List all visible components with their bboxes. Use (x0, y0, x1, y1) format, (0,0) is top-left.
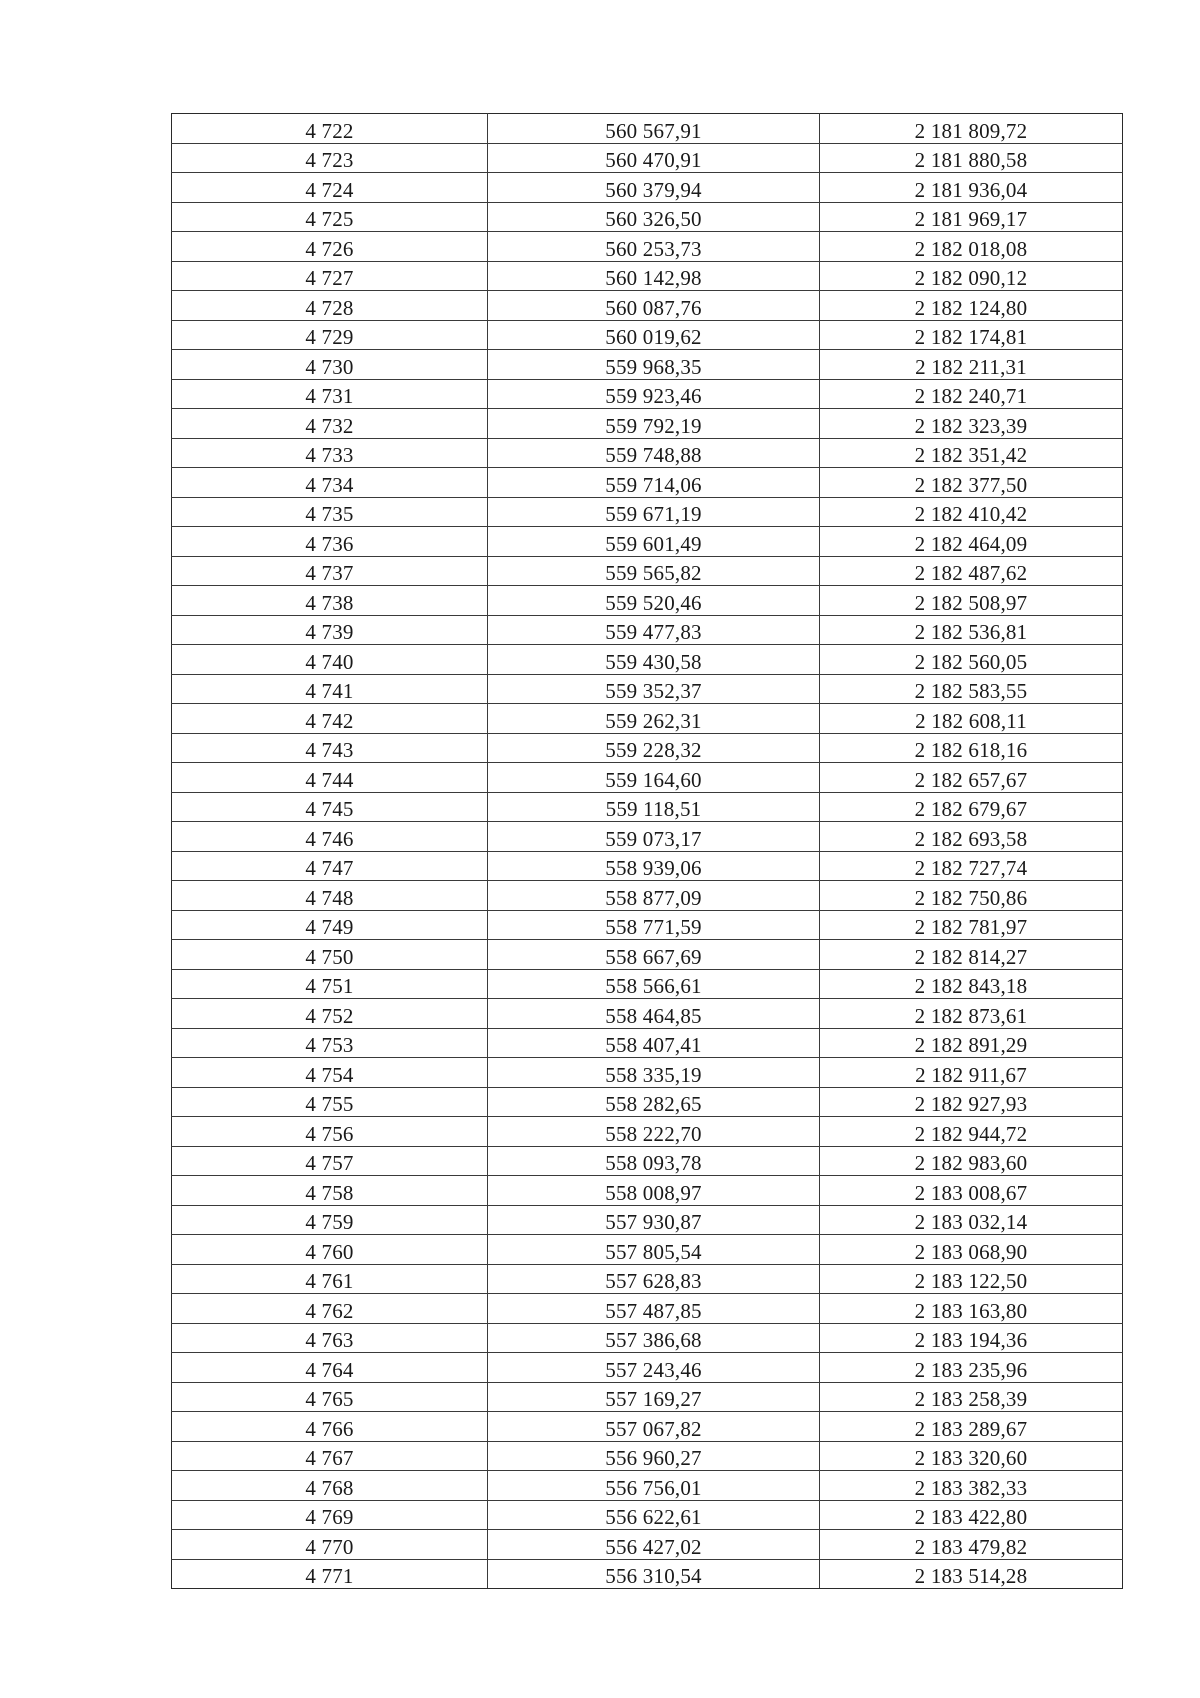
x-coordinate-cell: 560 142,98 (488, 261, 820, 291)
point-number-cell: 4 758 (172, 1176, 488, 1206)
x-coordinate-cell: 560 019,62 (488, 320, 820, 350)
y-coordinate-cell: 2 182 323,39 (820, 409, 1123, 439)
x-coordinate-cell: 560 470,91 (488, 143, 820, 173)
x-coordinate-cell: 559 565,82 (488, 556, 820, 586)
point-number-cell: 4 745 (172, 792, 488, 822)
x-coordinate-cell: 558 566,61 (488, 969, 820, 999)
y-coordinate-cell: 2 183 258,39 (820, 1382, 1123, 1412)
x-coordinate-cell: 559 968,35 (488, 350, 820, 380)
x-coordinate-cell: 557 169,27 (488, 1382, 820, 1412)
table-row (172, 1500, 1123, 1530)
y-coordinate-cell: 2 181 809,72 (820, 114, 1123, 144)
y-coordinate-cell: 2 181 969,17 (820, 202, 1123, 232)
table-row (172, 232, 1123, 262)
y-coordinate-cell: 2 183 163,80 (820, 1294, 1123, 1324)
y-coordinate-cell: 2 182 679,67 (820, 792, 1123, 822)
x-coordinate-cell: 556 622,61 (488, 1500, 820, 1530)
table-row (172, 733, 1123, 763)
table-row (172, 851, 1123, 881)
table-row (172, 999, 1123, 1029)
point-number-cell: 4 725 (172, 202, 488, 232)
table-row (172, 1205, 1123, 1235)
point-number-cell: 4 741 (172, 674, 488, 704)
table-row (172, 1028, 1123, 1058)
point-number-cell: 4 761 (172, 1264, 488, 1294)
x-coordinate-cell: 559 792,19 (488, 409, 820, 439)
table-row (172, 881, 1123, 911)
table-row (172, 468, 1123, 498)
table-row (172, 1353, 1123, 1383)
point-number-cell: 4 765 (172, 1382, 488, 1412)
point-number-cell: 4 770 (172, 1530, 488, 1560)
x-coordinate-cell: 556 756,01 (488, 1471, 820, 1501)
table-row (172, 1176, 1123, 1206)
table-row (172, 1441, 1123, 1471)
y-coordinate-cell: 2 182 727,74 (820, 851, 1123, 881)
y-coordinate-cell: 2 182 536,81 (820, 615, 1123, 645)
table-row (172, 1412, 1123, 1442)
coordinates-table (171, 113, 1123, 1589)
table-row (172, 1146, 1123, 1176)
x-coordinate-cell: 559 520,46 (488, 586, 820, 616)
point-number-cell: 4 732 (172, 409, 488, 439)
point-number-cell: 4 767 (172, 1441, 488, 1471)
y-coordinate-cell: 2 182 090,12 (820, 261, 1123, 291)
point-number-cell: 4 757 (172, 1146, 488, 1176)
table-row (172, 261, 1123, 291)
y-coordinate-cell: 2 182 814,27 (820, 940, 1123, 970)
x-coordinate-cell: 556 960,27 (488, 1441, 820, 1471)
point-number-cell: 4 737 (172, 556, 488, 586)
point-number-cell: 4 726 (172, 232, 488, 262)
table-row (172, 320, 1123, 350)
table-row (172, 1058, 1123, 1088)
y-coordinate-cell: 2 181 880,58 (820, 143, 1123, 173)
x-coordinate-cell: 558 407,41 (488, 1028, 820, 1058)
x-coordinate-cell: 559 748,88 (488, 438, 820, 468)
table-row (172, 202, 1123, 232)
x-coordinate-cell: 559 477,83 (488, 615, 820, 645)
y-coordinate-cell: 2 182 618,16 (820, 733, 1123, 763)
y-coordinate-cell: 2 183 382,33 (820, 1471, 1123, 1501)
table-row (172, 792, 1123, 822)
y-coordinate-cell: 2 182 944,72 (820, 1117, 1123, 1147)
point-number-cell: 4 747 (172, 851, 488, 881)
y-coordinate-cell: 2 182 891,29 (820, 1028, 1123, 1058)
y-coordinate-cell: 2 182 240,71 (820, 379, 1123, 409)
y-coordinate-cell: 2 183 289,67 (820, 1412, 1123, 1442)
x-coordinate-cell: 558 877,09 (488, 881, 820, 911)
table-row (172, 586, 1123, 616)
x-coordinate-cell: 559 118,51 (488, 792, 820, 822)
x-coordinate-cell: 558 667,69 (488, 940, 820, 970)
table-row (172, 1530, 1123, 1560)
point-number-cell: 4 762 (172, 1294, 488, 1324)
x-coordinate-cell: 559 073,17 (488, 822, 820, 852)
x-coordinate-cell: 560 379,94 (488, 173, 820, 203)
point-number-cell: 4 760 (172, 1235, 488, 1265)
point-number-cell: 4 766 (172, 1412, 488, 1442)
table-row (172, 143, 1123, 173)
y-coordinate-cell: 2 182 781,97 (820, 910, 1123, 940)
table-row (172, 1117, 1123, 1147)
point-number-cell: 4 756 (172, 1117, 488, 1147)
y-coordinate-cell: 2 182 873,61 (820, 999, 1123, 1029)
point-number-cell: 4 727 (172, 261, 488, 291)
table-row (172, 1323, 1123, 1353)
x-coordinate-cell: 556 427,02 (488, 1530, 820, 1560)
point-number-cell: 4 743 (172, 733, 488, 763)
point-number-cell: 4 722 (172, 114, 488, 144)
x-coordinate-cell: 556 310,54 (488, 1559, 820, 1589)
table-row (172, 940, 1123, 970)
point-number-cell: 4 733 (172, 438, 488, 468)
point-number-cell: 4 744 (172, 763, 488, 793)
x-coordinate-cell: 559 671,19 (488, 497, 820, 527)
x-coordinate-cell: 560 087,76 (488, 291, 820, 321)
x-coordinate-cell: 557 628,83 (488, 1264, 820, 1294)
y-coordinate-cell: 2 182 911,67 (820, 1058, 1123, 1088)
point-number-cell: 4 751 (172, 969, 488, 999)
y-coordinate-cell: 2 182 377,50 (820, 468, 1123, 498)
y-coordinate-cell: 2 183 032,14 (820, 1205, 1123, 1235)
table-row (172, 674, 1123, 704)
y-coordinate-cell: 2 182 124,80 (820, 291, 1123, 321)
x-coordinate-cell: 560 253,73 (488, 232, 820, 262)
x-coordinate-cell: 557 805,54 (488, 1235, 820, 1265)
point-number-cell: 4 736 (172, 527, 488, 557)
point-number-cell: 4 740 (172, 645, 488, 675)
point-number-cell: 4 748 (172, 881, 488, 911)
x-coordinate-cell: 559 714,06 (488, 468, 820, 498)
x-coordinate-cell: 558 335,19 (488, 1058, 820, 1088)
table-row (172, 615, 1123, 645)
table-row (172, 556, 1123, 586)
x-coordinate-cell: 557 067,82 (488, 1412, 820, 1442)
table-row (172, 379, 1123, 409)
y-coordinate-cell: 2 183 422,80 (820, 1500, 1123, 1530)
y-coordinate-cell: 2 183 008,67 (820, 1176, 1123, 1206)
point-number-cell: 4 734 (172, 468, 488, 498)
x-coordinate-cell: 558 222,70 (488, 1117, 820, 1147)
y-coordinate-cell: 2 183 122,50 (820, 1264, 1123, 1294)
x-coordinate-cell: 560 567,91 (488, 114, 820, 144)
x-coordinate-cell: 559 352,37 (488, 674, 820, 704)
point-number-cell: 4 763 (172, 1323, 488, 1353)
point-number-cell: 4 752 (172, 999, 488, 1029)
y-coordinate-cell: 2 182 657,67 (820, 763, 1123, 793)
y-coordinate-cell: 2 182 983,60 (820, 1146, 1123, 1176)
table-row (172, 1264, 1123, 1294)
point-number-cell: 4 754 (172, 1058, 488, 1088)
y-coordinate-cell: 2 183 235,96 (820, 1353, 1123, 1383)
table-row (172, 910, 1123, 940)
y-coordinate-cell: 2 182 693,58 (820, 822, 1123, 852)
x-coordinate-cell: 557 930,87 (488, 1205, 820, 1235)
table-row (172, 527, 1123, 557)
table-row (172, 438, 1123, 468)
x-coordinate-cell: 557 487,85 (488, 1294, 820, 1324)
table-row (172, 291, 1123, 321)
x-coordinate-cell: 560 326,50 (488, 202, 820, 232)
table-row (172, 969, 1123, 999)
point-number-cell: 4 724 (172, 173, 488, 203)
x-coordinate-cell: 559 262,31 (488, 704, 820, 734)
y-coordinate-cell: 2 182 560,05 (820, 645, 1123, 675)
table-row (172, 822, 1123, 852)
table-row (172, 1294, 1123, 1324)
table-row (172, 173, 1123, 203)
x-coordinate-cell: 559 430,58 (488, 645, 820, 675)
y-coordinate-cell: 2 183 194,36 (820, 1323, 1123, 1353)
y-coordinate-cell: 2 182 018,08 (820, 232, 1123, 262)
table-row (172, 497, 1123, 527)
table-row (172, 1235, 1123, 1265)
point-number-cell: 4 723 (172, 143, 488, 173)
x-coordinate-cell: 558 093,78 (488, 1146, 820, 1176)
table-row (172, 1087, 1123, 1117)
table-row (172, 763, 1123, 793)
y-coordinate-cell: 2 183 068,90 (820, 1235, 1123, 1265)
point-number-cell: 4 728 (172, 291, 488, 321)
point-number-cell: 4 729 (172, 320, 488, 350)
y-coordinate-cell: 2 182 211,31 (820, 350, 1123, 380)
table-row (172, 704, 1123, 734)
point-number-cell: 4 764 (172, 1353, 488, 1383)
point-number-cell: 4 769 (172, 1500, 488, 1530)
point-number-cell: 4 739 (172, 615, 488, 645)
point-number-cell: 4 771 (172, 1559, 488, 1589)
table-row (172, 114, 1123, 144)
table-row (172, 1559, 1123, 1589)
y-coordinate-cell: 2 182 508,97 (820, 586, 1123, 616)
x-coordinate-cell: 558 282,65 (488, 1087, 820, 1117)
y-coordinate-cell: 2 183 479,82 (820, 1530, 1123, 1560)
table-row (172, 645, 1123, 675)
x-coordinate-cell: 559 228,32 (488, 733, 820, 763)
y-coordinate-cell: 2 183 320,60 (820, 1441, 1123, 1471)
y-coordinate-cell: 2 182 927,93 (820, 1087, 1123, 1117)
x-coordinate-cell: 557 243,46 (488, 1353, 820, 1383)
y-coordinate-cell: 2 182 351,42 (820, 438, 1123, 468)
point-number-cell: 4 750 (172, 940, 488, 970)
point-number-cell: 4 738 (172, 586, 488, 616)
y-coordinate-cell: 2 182 410,42 (820, 497, 1123, 527)
y-coordinate-cell: 2 181 936,04 (820, 173, 1123, 203)
y-coordinate-cell: 2 182 843,18 (820, 969, 1123, 999)
x-coordinate-cell: 558 464,85 (488, 999, 820, 1029)
y-coordinate-cell: 2 182 174,81 (820, 320, 1123, 350)
x-coordinate-cell: 558 939,06 (488, 851, 820, 881)
y-coordinate-cell: 2 182 487,62 (820, 556, 1123, 586)
y-coordinate-cell: 2 182 750,86 (820, 881, 1123, 911)
table-row (172, 1471, 1123, 1501)
y-coordinate-cell: 2 182 608,11 (820, 704, 1123, 734)
point-number-cell: 4 730 (172, 350, 488, 380)
point-number-cell: 4 753 (172, 1028, 488, 1058)
x-coordinate-cell: 559 923,46 (488, 379, 820, 409)
y-coordinate-cell: 2 182 583,55 (820, 674, 1123, 704)
x-coordinate-cell: 559 164,60 (488, 763, 820, 793)
table-row (172, 1382, 1123, 1412)
point-number-cell: 4 759 (172, 1205, 488, 1235)
table-row (172, 350, 1123, 380)
point-number-cell: 4 749 (172, 910, 488, 940)
x-coordinate-cell: 559 601,49 (488, 527, 820, 557)
y-coordinate-cell: 2 182 464,09 (820, 527, 1123, 557)
x-coordinate-cell: 557 386,68 (488, 1323, 820, 1353)
x-coordinate-cell: 558 771,59 (488, 910, 820, 940)
point-number-cell: 4 742 (172, 704, 488, 734)
point-number-cell: 4 731 (172, 379, 488, 409)
coordinates-table-body (172, 114, 1123, 1589)
point-number-cell: 4 768 (172, 1471, 488, 1501)
point-number-cell: 4 755 (172, 1087, 488, 1117)
table-row (172, 409, 1123, 439)
y-coordinate-cell: 2 183 514,28 (820, 1559, 1123, 1589)
x-coordinate-cell: 558 008,97 (488, 1176, 820, 1206)
point-number-cell: 4 735 (172, 497, 488, 527)
point-number-cell: 4 746 (172, 822, 488, 852)
